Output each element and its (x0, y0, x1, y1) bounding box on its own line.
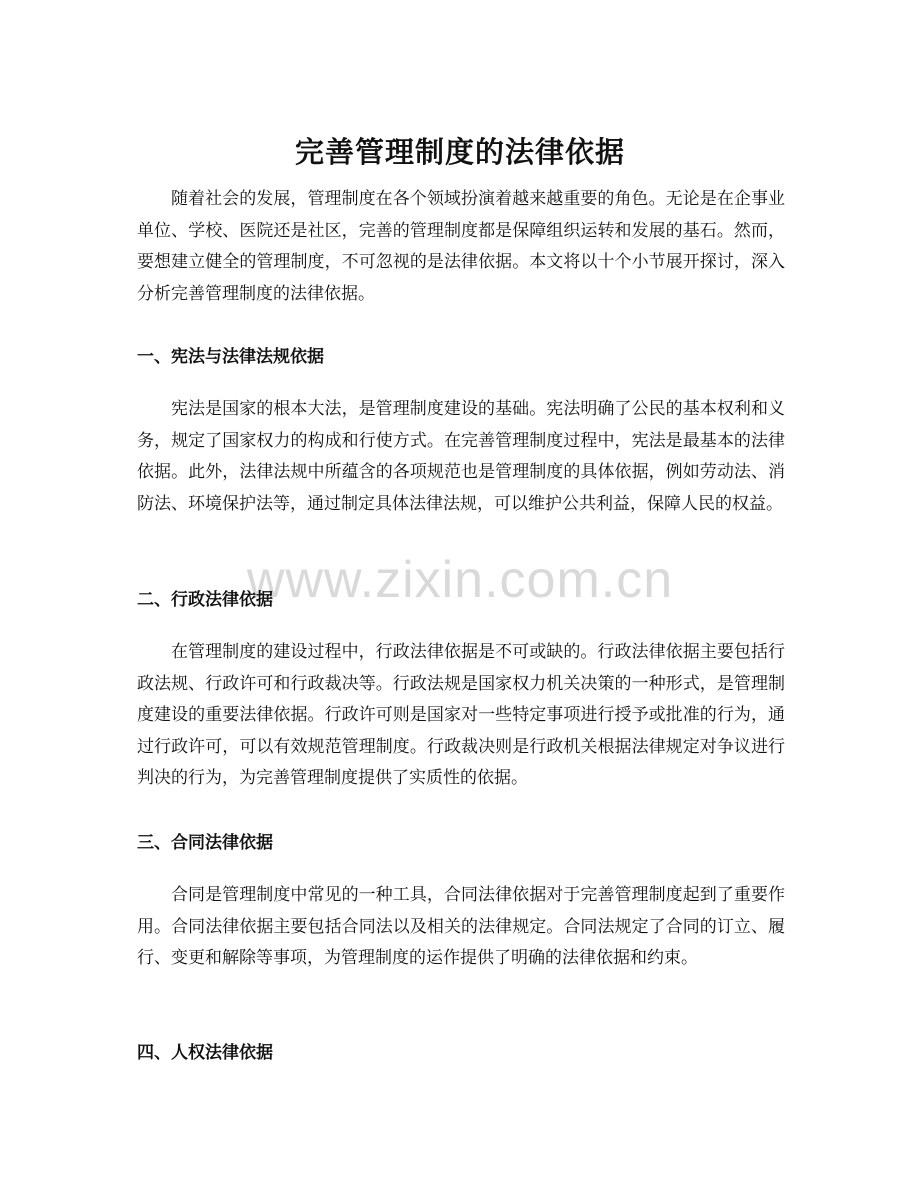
section-heading-3: 三、合同法律依据 (137, 833, 273, 853)
section-heading-4: 四、人权法律依据 (137, 1043, 273, 1063)
section-heading-1: 一、宪法与法律法规依据 (137, 347, 324, 367)
page-title: 完善管理制度的法律依据 (294, 135, 625, 170)
intro-paragraph: 随着社会的发展，管理制度在各个领域扮演着越来越重要的角色。无论是在企事业单位、学校、医院还是社区，完善的管理制度都是保障组织运转和发展的基石。然而，要想建立健全的管理制度，不可忽视的是法律依据。本文将以十个小节展开探讨，深入分析完善管理制度的法律依据。 (137, 189, 785, 304)
watermark: www.zixin.com.cn (246, 551, 674, 609)
section-heading-2: 二、行政法律依据 (137, 590, 273, 610)
section-body-2: 在管理制度的建设过程中，行政法律依据是不可或缺的。行政法律依据主要包括行政法规、行政许可和行政裁决等。行政法规是国家权力机关决策的一种形式，是管理制度建设的重要法律依据。行政许可则是国家对一些特定事项进行授予或批准的行为，通过行政许可，可以有效规范管理制度。行政裁决则是行政机关根据法律规定对争议进行判决的行为，为完善管理制度提供了实质性的依据。 (137, 642, 785, 788)
section-body-1: 宪法是国家的根本大法，是管理制度建设的基础。宪法明确了公民的基本权利和义务，规定了国家权力的构成和行使方式。在完善管理制度过程中，宪法是最基本的法律依据。此外，法律法规中所蕴含的各项规范也是管理制度的具体依据，例如劳动法、消防法、环境保护法等，通过制定具体法律法规，可以维护公共利益，保障人民的权益。 (137, 399, 785, 514)
section-body-3: 合同是管理制度中常见的一种工具，合同法律依据对于完善管理制度起到了重要作用。合同法律依据主要包括合同法以及相关的法律规定。合同法规定了合同的订立、履行、变更和解除等事项，为管理制度的运作提供了明确的法律依据和约束。 (137, 885, 785, 968)
